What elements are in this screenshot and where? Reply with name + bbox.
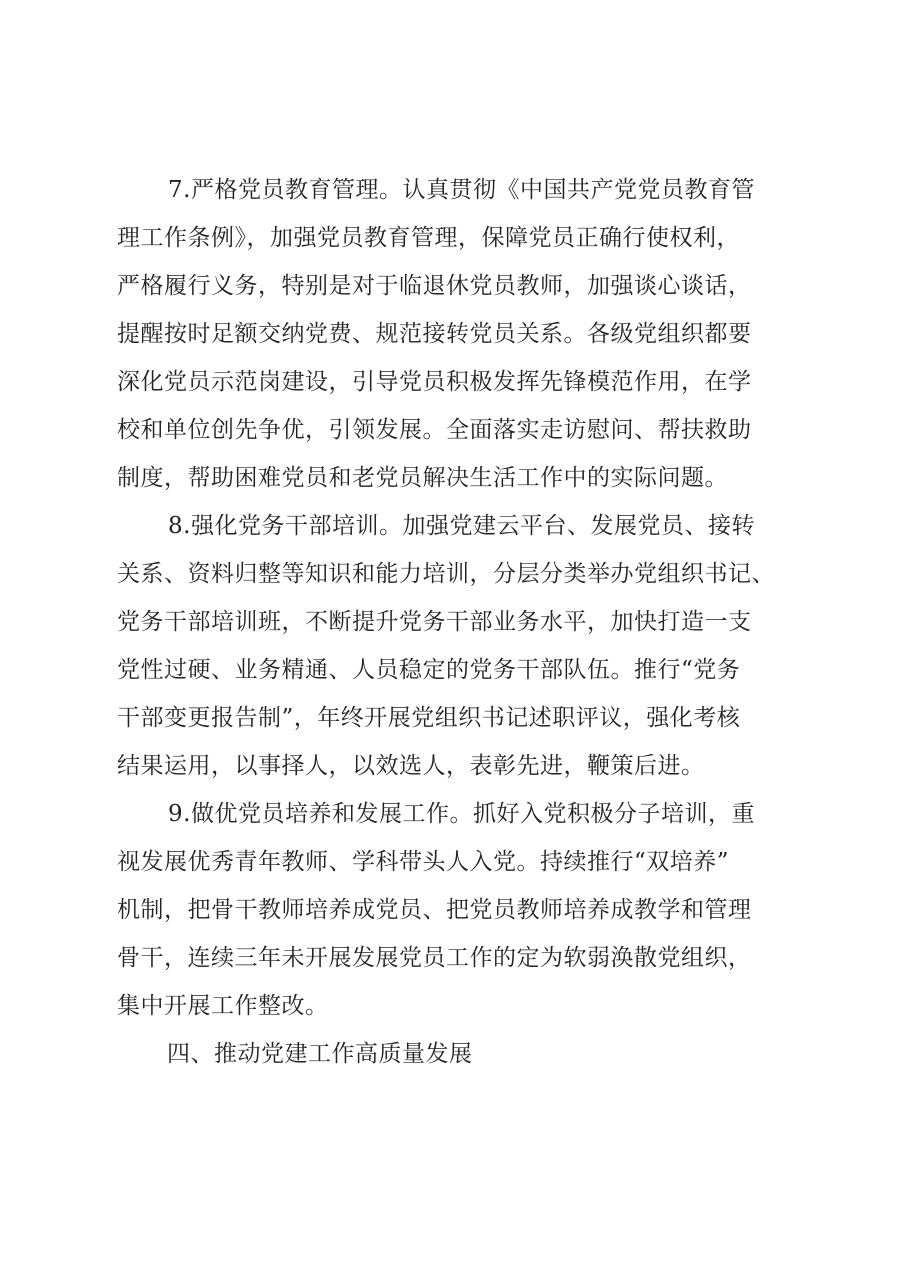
paragraph-line: 关系、资料归整等知识和能力培训，分层分类举办党组织书记、 (117, 561, 775, 587)
paragraph-line: 理工作条例》，加强党员教育管理，保障党员正确行使权利， (117, 225, 740, 251)
paragraph-line: 骨干，连续三年未开展发展党员工作的定为软弱涣散党组织， (117, 945, 752, 971)
paragraph-9 (117, 790, 787, 1030)
paragraph-line: 严格履行义务，特别是对于临退休党员教师，加强谈心谈话， (117, 273, 752, 299)
paragraph-line: 9.做优党员培养和发展工作。抓好入党积极分子培训，重 (168, 801, 755, 827)
paragraph-8 (117, 502, 787, 790)
paragraph-line: 提醒按时足额交纳党费、规范接转党员关系。各级党组织都要 (117, 321, 752, 347)
paragraph-line: 党性过硬、业务精通、人员稳定的党务干部队伍。推行“党务 (117, 657, 741, 683)
paragraph-line: 机制，把骨干教师培养成党员、把党员教师培养成教学和管理 (117, 897, 752, 923)
paragraph-line: 深化党员示范岗建设，引导党员积极发挥先锋模范作用，在学 (117, 369, 752, 395)
paragraph-line: 集中开展工作整改。 (117, 993, 329, 1019)
paragraph-line: 7.严格党员教育管理。认真贯彻《中国共产党党员教育管 (168, 177, 755, 203)
paragraph-line: 结果运用，以事择人，以效选人，表彰先进，鞭策后进。 (117, 753, 705, 779)
paragraph-line: 视发展优秀青年教师、学科带头人入党。持续推行“双培养” (117, 849, 730, 875)
section-heading: 四、推动党建工作高质量发展 (167, 1041, 473, 1067)
paragraph-line: 8.强化党务干部培训。加强党建云平台、发展党员、接转 (168, 513, 755, 539)
paragraph-line: 干部变更报告制”，年终开展党组织书记述职评议，强化考核 (117, 705, 741, 731)
paragraph-line: 校和单位创先争优，引领发展。全面落实走访慰问、帮扶救助 (117, 417, 752, 443)
paragraph-7 (117, 166, 787, 502)
paragraph-line: 制度，帮助困难党员和老党员解决生活工作中的实际问题。 (117, 465, 728, 491)
paragraph-line: 党务干部培训班，不断提升党务干部业务水平，加快打造一支 (117, 609, 752, 635)
document-body (117, 166, 787, 1078)
